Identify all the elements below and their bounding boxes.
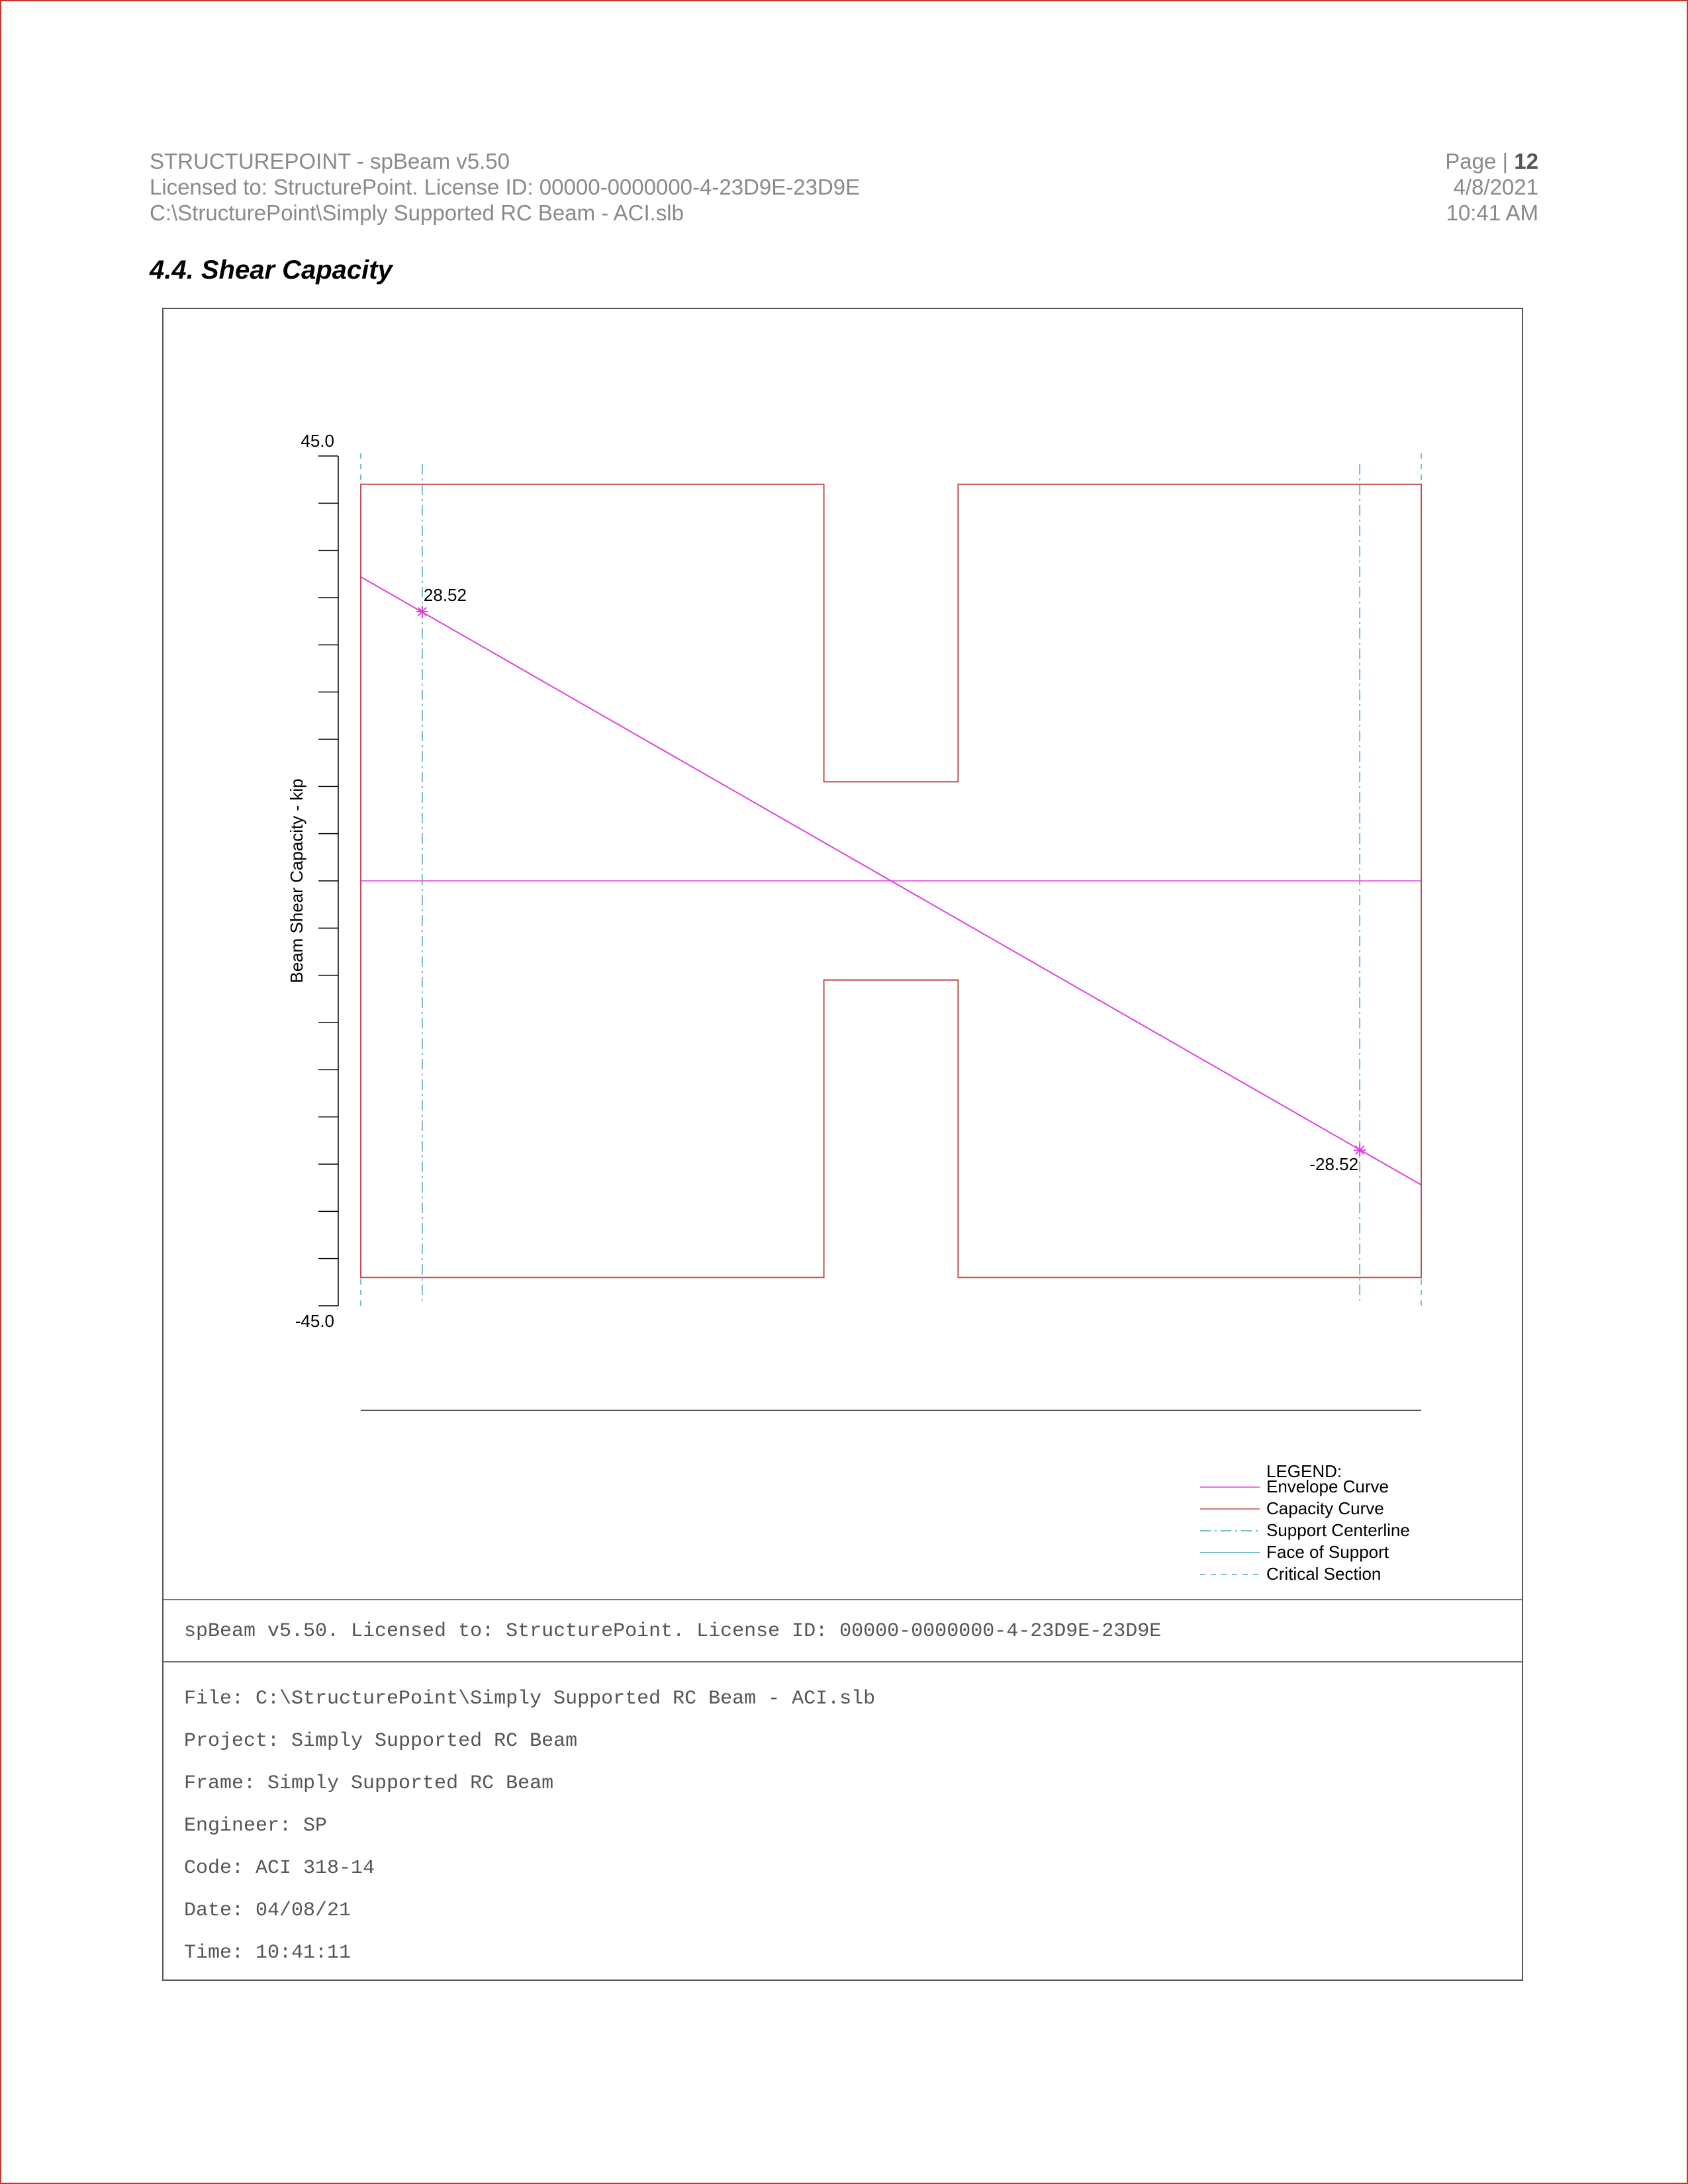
header-time: 10:41 AM: [1446, 201, 1538, 225]
project-info-block: [184, 1678, 875, 1974]
legend-item-label: Capacity Curve: [1266, 1498, 1384, 1518]
info-date: Date: 04/08/21: [184, 1899, 352, 1922]
data-label-0: 28.52: [423, 585, 467, 606]
header-license: Licensed to: StructurePoint. License ID: 00000-0000000-4-23D9E-23D9E: [150, 175, 861, 199]
y-axis-label: Beam Shear Capacity - kip: [287, 778, 306, 983]
series-capacity-curve: [361, 484, 1421, 881]
envelope-marker-0: [416, 606, 428, 617]
header-page-indicator: [1445, 148, 1538, 174]
info-engineer: Engineer: SP: [184, 1815, 328, 1837]
header-file-path: C:\StructurePoint\Simply Supported RC Beam - ACI.slb: [150, 201, 684, 225]
header-page-label: Page |: [1445, 149, 1509, 173]
license-row: [164, 1599, 1522, 1662]
header-app-name: STRUCTUREPOINT - spBeam v5.50: [150, 149, 510, 173]
report-box: [162, 308, 1523, 1981]
section-title: 4.4. Shear Capacity: [150, 255, 393, 285]
header-date: 4/8/2021: [1453, 175, 1538, 199]
data-label-1: -28.52: [1309, 1154, 1359, 1174]
info-time: Time: 10:41:11: [184, 1942, 352, 1964]
series-capacity-curve-negative: [361, 881, 1421, 1277]
legend-item-label: Support Centerline: [1266, 1520, 1410, 1540]
legend-item-label: Face of Support: [1266, 1542, 1389, 1562]
info-project: Project: Simply Supported RC Beam: [184, 1730, 578, 1752]
legend-item-label: Envelope Curve: [1266, 1477, 1389, 1496]
info-code: Code: ACI 318-14: [184, 1857, 375, 1880]
shear-capacity-chart: [164, 309, 1522, 1599]
page-header-right: [1445, 148, 1538, 226]
y-tick-label-min: -45.0: [295, 1311, 334, 1331]
info-file: File: C:\StructurePoint\Simply Supported RC Beam - ACI.slb: [184, 1688, 876, 1710]
license-line: spBeam v5.50. Licensed to: StructurePoint. License ID: 00000-0000000-4-23D9E-23D9E: [184, 1620, 1162, 1643]
y-tick-label-max: 45.0: [301, 431, 334, 451]
header-page-number: 12: [1514, 149, 1538, 173]
legend-title: LEGEND:: [1266, 1461, 1342, 1481]
info-frame: Frame: Simply Supported RC Beam: [184, 1772, 554, 1795]
page-header-left: [150, 148, 860, 226]
legend-item-label: Critical Section: [1266, 1564, 1382, 1584]
